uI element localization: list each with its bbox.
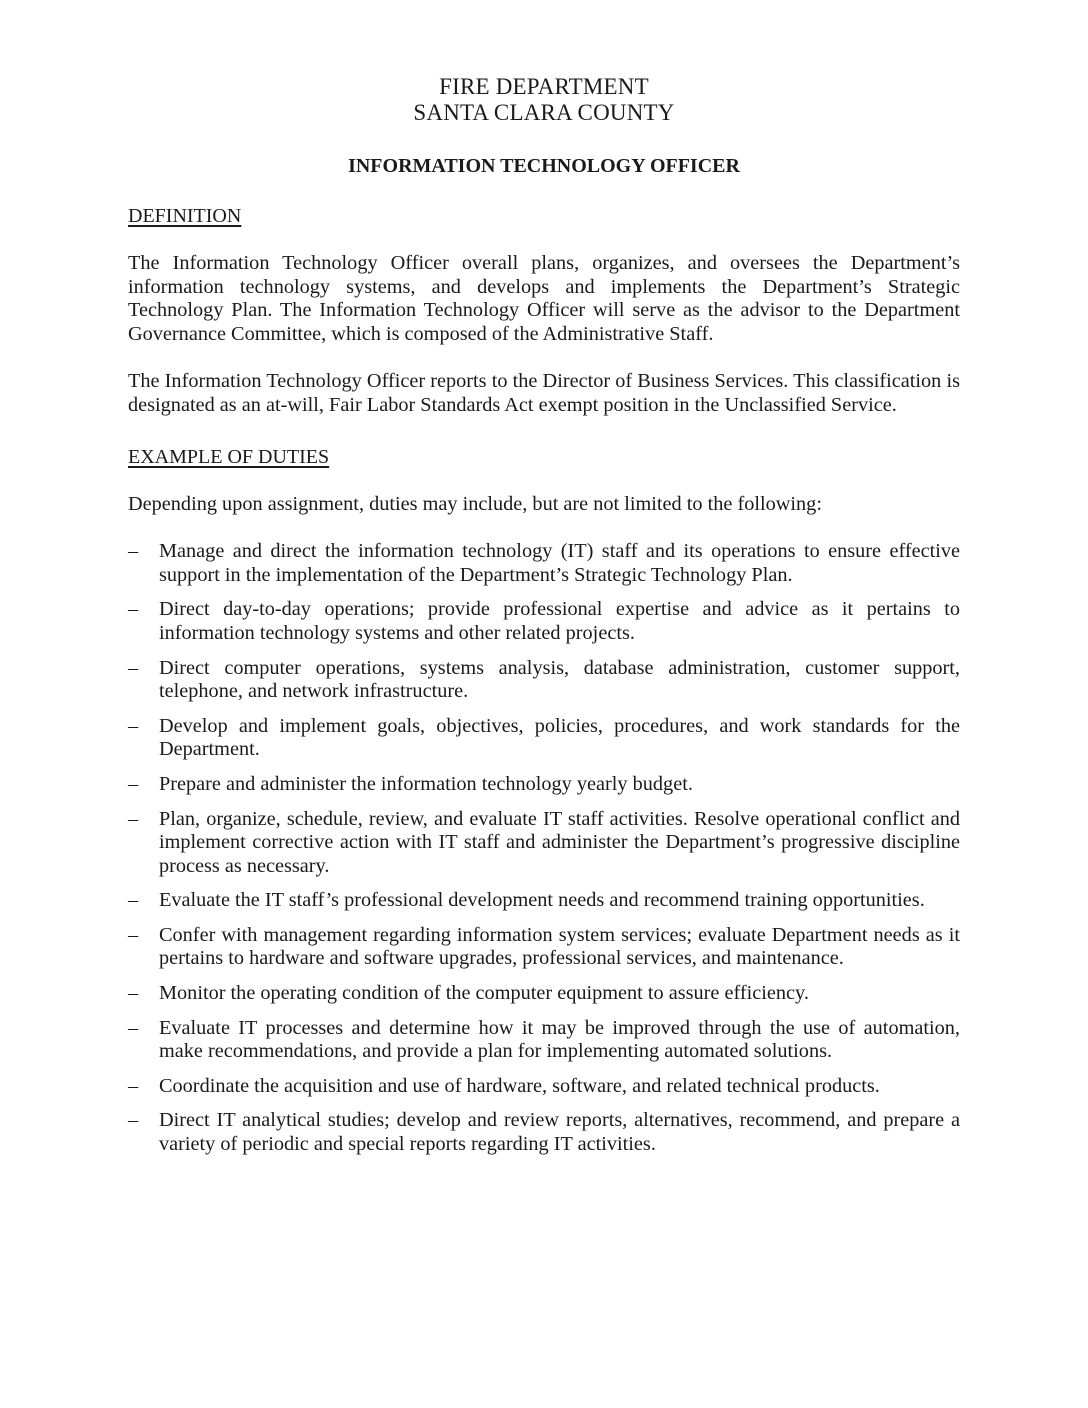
duty-item — [128, 540, 960, 587]
duty-item — [128, 1075, 960, 1099]
org-name-line-1: FIRE DEPARTMENT — [439, 74, 649, 99]
duty-item — [128, 982, 960, 1006]
duties-list — [128, 540, 960, 1156]
duty-item — [128, 808, 960, 879]
duty-text: Coordinate the acquisition and use of hardware, software, and related technical products. — [159, 1074, 880, 1097]
duty-item — [128, 889, 960, 913]
definition-paragraph-2: The Information Technology Officer reports to the Director of Business Services. This classification is designated as an at-will, Fair Labor Standards Act exempt position in the Unclassified Service. — [128, 370, 960, 416]
duty-text: Evaluate the IT staff’s professional development needs and recommend training opportunities. — [159, 889, 925, 912]
dash-bullet-icon: – — [128, 889, 139, 912]
duty-item — [128, 657, 960, 704]
duty-text: Direct computer operations, systems analysis, database administration, customer support, telephone, and network infrastructure. — [159, 656, 960, 703]
duty-item — [128, 924, 960, 971]
dash-bullet-icon: – — [128, 1016, 139, 1039]
duty-text: Direct IT analytical studies; develop and review reports, alternatives, recommend, and prepare a variety of periodic and special reports regarding IT activities. — [159, 1109, 960, 1156]
duty-text: Confer with management regarding information system services; evaluate Department needs as it pertains to hardware and software upgrades, professional services, and maintenance. — [159, 923, 960, 970]
duty-item — [128, 715, 960, 762]
duty-text: Plan, organize, schedule, review, and evaluate IT staff activities. Resolve operational conflict and implement corrective action with IT staff and administer the Department’s progressive discipline process as necessary. — [159, 807, 960, 877]
duties-heading: EXAMPLE OF DUTIES — [128, 445, 330, 468]
dash-bullet-icon: – — [128, 540, 139, 563]
duty-item — [128, 773, 960, 797]
duty-item — [128, 1017, 960, 1064]
duty-text: Direct day-to-day operations; provide professional expertise and advice as it pertains to information technology systems and other related projects. — [159, 598, 960, 644]
job-title: INFORMATION TECHNOLOGY OFFICER — [348, 155, 740, 177]
document-page — [128, 74, 960, 1168]
dash-bullet-icon: – — [128, 807, 139, 830]
duties-intro: Depending upon assignment, duties may include, but are not limited to the following: — [128, 492, 822, 515]
dash-bullet-icon: – — [128, 1109, 139, 1132]
org-name-line-2: SANTA CLARA COUNTY — [413, 100, 675, 125]
dash-bullet-icon: – — [128, 772, 139, 795]
dash-bullet-icon: – — [128, 598, 139, 621]
duty-text: Prepare and administer the information technology yearly budget. — [159, 772, 693, 795]
dash-bullet-icon: – — [128, 923, 139, 946]
duty-item — [128, 1109, 960, 1156]
dash-bullet-icon: – — [128, 1074, 139, 1097]
duty-text: Develop and implement goals, objectives, policies, procedures, and work standards for the Department. — [159, 714, 960, 761]
duty-text: Manage and direct the information technology (IT) staff and its operations to ensure effective support in the implementation of the Department’s Strategic Technology Plan. — [159, 540, 960, 586]
dash-bullet-icon: – — [128, 714, 139, 737]
dash-bullet-icon: – — [128, 982, 139, 1005]
dash-bullet-icon: – — [128, 656, 139, 679]
definition-paragraph-1: The Information Technology Officer overall plans, organizes, and oversees the Department’s information technology systems, and develops and implements the Department’s Strategic Technology Plan. The Information Technology Officer will serve as the advisor to the Department Governance Committee, which is composed of the Administrative Staff. — [128, 252, 960, 345]
duty-text: Monitor the operating condition of the computer equipment to assure efficiency. — [159, 982, 809, 1005]
definition-heading: DEFINITION — [128, 205, 242, 227]
duty-item — [128, 598, 960, 645]
duty-text: Evaluate IT processes and determine how it may be improved through the use of automation, make recommendations, and provide a plan for implementing automated solutions. — [159, 1016, 960, 1063]
